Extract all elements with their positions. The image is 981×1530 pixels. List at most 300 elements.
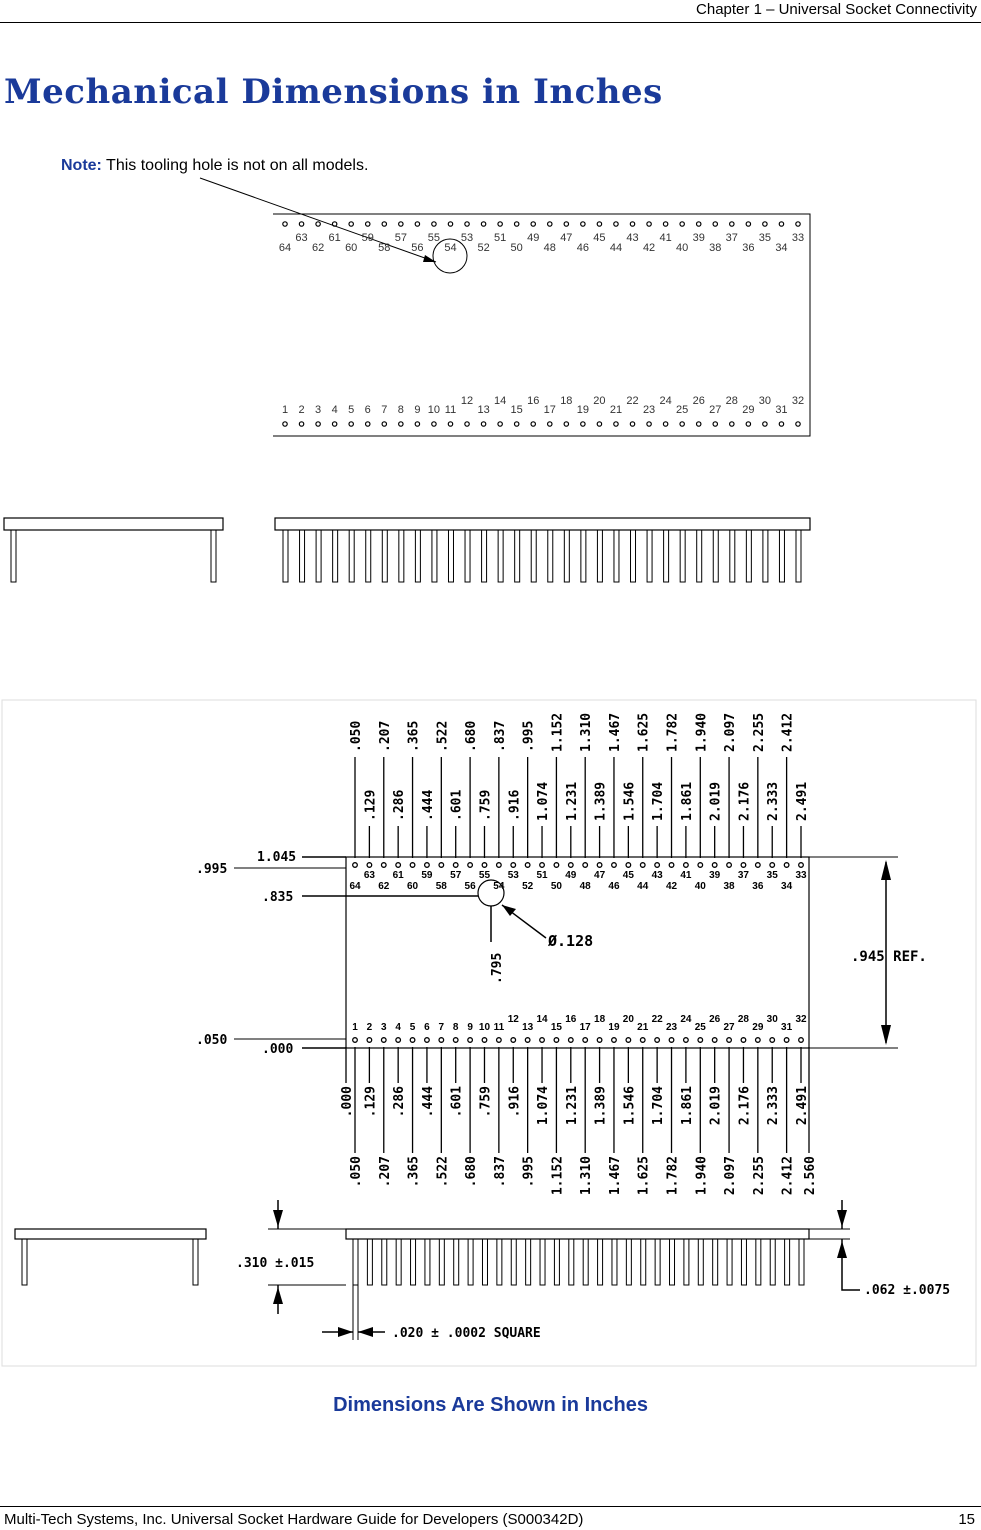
pin-number-bottom: 21 — [609, 404, 623, 416]
dim-top-a: 1.152 — [550, 712, 566, 752]
pin-number-top: 50 — [550, 881, 562, 892]
pin-dot — [425, 1038, 430, 1043]
dim-top-a: 1.940 — [694, 712, 710, 752]
pin-number-top: 62 — [378, 881, 390, 892]
pin-number-bottom: 2 — [366, 1022, 373, 1033]
figure-caption: Dimensions Are Shown in Inches — [333, 1394, 648, 1416]
dim-top-b: 1.704 — [651, 781, 667, 821]
pin-number-bottom: 18 — [560, 395, 573, 407]
pin-number-bottom: 7 — [438, 1022, 445, 1033]
dim-hole-diameter: Ø.128 — [548, 932, 594, 950]
pin-dot — [511, 1038, 516, 1043]
pin-number-top: 47 — [560, 232, 573, 244]
dim-top-a: 1.467 — [607, 712, 623, 752]
pin-dot — [583, 1038, 588, 1043]
pin-dot — [612, 863, 617, 868]
pin-dot — [353, 863, 358, 868]
pin-number-top: 52 — [477, 242, 490, 254]
dim-pin-square: .020 ± .0002 SQUARE — [392, 1326, 541, 1341]
dim-left-1045: 1.045 — [257, 850, 297, 865]
dim-top-a: 1.625 — [636, 712, 652, 752]
pin-dot — [482, 863, 487, 868]
pin-number-top: 45 — [593, 232, 606, 244]
pin-number-bottom: 15 — [550, 1022, 562, 1033]
pin-number-bottom: 9 — [414, 404, 421, 416]
side-pin — [526, 1239, 531, 1285]
pin-dot — [727, 1038, 732, 1043]
dim-bottom-a: 2.333 — [766, 1086, 782, 1126]
pin-number-bottom: 19 — [608, 1022, 620, 1033]
pin-number-top: 43 — [651, 870, 663, 881]
pin-number-top: 64 — [349, 881, 361, 892]
pin-dot — [540, 863, 545, 868]
pin-number-bottom: 30 — [766, 1014, 778, 1025]
side-pin — [367, 1239, 372, 1285]
pin-number-top: 41 — [680, 870, 692, 881]
pin-number-top: 60 — [406, 881, 419, 892]
pin-number-bottom: 11 — [444, 404, 457, 416]
pin-number-bottom: 27 — [723, 1022, 735, 1033]
pin-number-top: 64 — [278, 242, 292, 254]
pin-dot — [525, 863, 530, 868]
pin-number-top: 36 — [752, 881, 764, 892]
pin-number-bottom: 31 — [781, 1022, 793, 1033]
pin-number-top: 53 — [460, 232, 474, 244]
pin-dot — [554, 863, 559, 868]
dim-bottom-b: 1.310 — [579, 1156, 595, 1196]
pin-number-bottom: 6 — [424, 1022, 430, 1033]
pin-number-bottom: 17 — [543, 404, 556, 416]
side-pin — [713, 1239, 718, 1285]
pin-number-top: 44 — [637, 881, 649, 892]
pin-number-top: 57 — [450, 870, 462, 881]
chapter-title: Chapter 1 – Universal Socket Connectivity — [696, 1, 977, 18]
dim-left-000: .000 — [262, 1042, 294, 1057]
pin-dot — [756, 1038, 761, 1043]
pin-number-bottom: 25 — [694, 1022, 706, 1033]
pin-number-top: 34 — [781, 881, 793, 892]
pin-dot — [727, 863, 732, 868]
dim-bottom-b: .522 — [435, 1156, 451, 1188]
pin-dot — [698, 1038, 703, 1043]
dim-top-b: 2.019 — [708, 781, 724, 821]
pin-number-top: 56 — [411, 242, 424, 254]
pin-number-bottom: 12 — [460, 395, 474, 407]
pin-dot — [612, 1038, 617, 1043]
pin-number-top: 38 — [709, 242, 722, 254]
dim-bottom-b: 2.097 — [723, 1156, 739, 1196]
pin-dot — [468, 1038, 473, 1043]
dim-bottom-a: 2.019 — [708, 1086, 724, 1126]
pin-number-bottom: 18 — [594, 1014, 606, 1025]
pin-number-bottom: 19 — [576, 404, 589, 416]
pin-dot — [482, 1038, 487, 1043]
side-pin — [382, 1239, 387, 1285]
side-pin — [684, 1239, 689, 1285]
side-pin — [670, 1239, 675, 1285]
pin-number-top: 51 — [494, 232, 507, 244]
pin-number-top: 42 — [665, 881, 678, 892]
pin-number-bottom: 1 — [352, 1022, 358, 1033]
pin-number-top: 33 — [791, 232, 805, 244]
pin-number-bottom: 28 — [737, 1014, 750, 1025]
pin-number-bottom: 7 — [381, 404, 388, 416]
dim-top-a: .680 — [464, 720, 480, 752]
pin-number-bottom: 6 — [364, 404, 371, 416]
pin-number-bottom: 22 — [651, 1014, 663, 1025]
dim-bottom-b: 2.412 — [780, 1156, 796, 1196]
pin-number-top: 46 — [576, 242, 589, 254]
pin-dot — [741, 1038, 746, 1043]
pin-dot — [439, 1038, 444, 1043]
pin-dot — [381, 863, 386, 868]
dim-top-a: 2.097 — [723, 712, 739, 752]
dim-top-a: 2.255 — [751, 712, 767, 752]
pin-dot — [770, 1038, 775, 1043]
pin-number-bottom: 20 — [593, 395, 606, 407]
pin-dot — [784, 1038, 789, 1043]
pin-dot — [439, 863, 444, 868]
pin-number-top: 45 — [622, 870, 634, 881]
dim-top-a: .995 — [521, 720, 537, 752]
dim-bottom-b: 2.560 — [803, 1156, 818, 1196]
pin-number-top: 58 — [435, 881, 447, 892]
dim-pin-length: .310 ±.015 — [236, 1256, 315, 1271]
dim-top-b: .916 — [507, 789, 523, 821]
pin-number-top: 42 — [642, 242, 656, 254]
pin-number-bottom: 32 — [795, 1014, 807, 1025]
dim-top-a: .207 — [377, 720, 393, 752]
pin-number-top: 60 — [345, 242, 358, 254]
pin-number-bottom: 15 — [510, 404, 523, 416]
dim-top-b: 1.231 — [564, 781, 580, 821]
pin-number-bottom: 27 — [709, 404, 722, 416]
pin-dot — [597, 1038, 602, 1043]
dim-top-b: 1.389 — [593, 781, 609, 821]
side-pin — [785, 1239, 790, 1285]
dim-top-b: .286 — [392, 789, 408, 821]
pin-number-bottom: 16 — [565, 1014, 577, 1025]
pin-number-bottom: 20 — [622, 1014, 634, 1025]
dim-top-a: 2.412 — [780, 712, 796, 752]
pin-number-bottom: 23 — [665, 1022, 678, 1033]
pin-dot — [698, 863, 703, 868]
pin-number-bottom: 22 — [626, 395, 639, 407]
dim-bottom-a: 1.074 — [536, 1086, 552, 1126]
pin-number-bottom: 12 — [507, 1014, 519, 1025]
pin-dot — [597, 863, 602, 868]
side-pin — [583, 1239, 588, 1285]
dim-top-b: .444 — [420, 789, 436, 821]
pin-dot — [569, 1038, 574, 1043]
pin-number-bottom: 26 — [709, 1014, 721, 1025]
pin-number-top: 37 — [725, 232, 738, 244]
side-pin — [353, 1239, 358, 1285]
dim-top-a: 1.310 — [579, 712, 595, 752]
side-view-long-body-dim — [346, 1229, 809, 1239]
pin-dot — [799, 863, 804, 868]
page-title: Mechanical Dimensions in Inches — [4, 72, 663, 112]
pin-number-bottom: 8 — [397, 404, 404, 416]
pin-number-top: 43 — [626, 232, 639, 244]
pin-dot — [425, 863, 430, 868]
side-pin — [497, 1239, 502, 1285]
dim-top-a: 1.782 — [665, 712, 681, 752]
pin-number-bottom: 24 — [680, 1014, 692, 1025]
pin-dot — [410, 1038, 415, 1043]
pin-dot — [554, 1038, 559, 1043]
pin-number-bottom: 28 — [725, 395, 738, 407]
dim-bottom-a: 1.389 — [593, 1086, 609, 1126]
pin-dot — [396, 1038, 401, 1043]
side-view-short-body-dim — [15, 1229, 206, 1239]
dim-bottom-b: 1.940 — [694, 1156, 710, 1196]
pin-number-bottom: 5 — [348, 404, 355, 416]
side-pin — [511, 1239, 516, 1285]
pin-number-top: 38 — [723, 881, 735, 892]
dim-bottom-a: .129 — [363, 1086, 379, 1118]
side-pin — [554, 1239, 559, 1285]
dim-bottom-a: 1.231 — [564, 1086, 580, 1126]
pin-number-top: 39 — [692, 232, 705, 244]
dim-bottom-b: .365 — [406, 1156, 422, 1188]
dim-top-b: 2.491 — [795, 781, 810, 821]
pin-number-bottom: 4 — [395, 1022, 401, 1033]
pin-dot — [684, 1038, 689, 1043]
dim-height-ref: .945 REF. — [851, 949, 927, 965]
pin-number-top: 54 — [493, 881, 505, 892]
dim-bottom-b: .995 — [521, 1156, 537, 1188]
page-number: 15 — [958, 1511, 975, 1528]
pin-number-top: 59 — [421, 870, 433, 881]
pin-number-top: 63 — [363, 870, 375, 881]
dim-bottom-b: 2.255 — [751, 1156, 767, 1196]
pin-dot — [669, 1038, 674, 1043]
dim-board-thickness: .062 ±.0075 — [864, 1283, 951, 1298]
page-footer — [0, 1506, 981, 1530]
pin-number-top: 61 — [328, 232, 341, 244]
dim-left-835: .835 — [262, 890, 294, 905]
dim-bottom-a: .000 — [340, 1086, 355, 1118]
pin-number-top: 63 — [295, 232, 308, 244]
pin-dot — [569, 863, 574, 868]
pin-dot — [712, 1038, 717, 1043]
side-pin — [756, 1239, 761, 1285]
side-pin — [396, 1239, 401, 1285]
dim-bottom-b: 1.152 — [550, 1156, 566, 1196]
dim-top-b: .759 — [478, 789, 494, 821]
pin-number-bottom: 14 — [494, 395, 507, 407]
pin-dot — [712, 863, 717, 868]
pin-number-top: 35 — [758, 232, 772, 244]
pin-number-top: 62 — [311, 242, 325, 254]
pin-number-bottom: 9 — [467, 1022, 473, 1033]
pin-number-bottom: 2 — [298, 404, 305, 416]
side-pin — [598, 1239, 603, 1285]
side-pin — [411, 1239, 416, 1285]
pin-number-bottom: 5 — [409, 1022, 416, 1033]
pin-dot — [655, 863, 660, 868]
pin-dot — [497, 863, 502, 868]
dim-top-b: 1.074 — [536, 781, 552, 821]
pin-number-top: 55 — [427, 232, 441, 244]
dim-hole-x: .795 — [490, 952, 505, 984]
side-pin — [727, 1239, 732, 1285]
pin-dot — [353, 1038, 358, 1043]
pin-number-top: 40 — [676, 242, 689, 254]
pin-dot — [669, 863, 674, 868]
dim-bottom-b: 1.625 — [636, 1156, 652, 1196]
pin-number-bottom: 16 — [527, 395, 540, 407]
pin-number-bottom: 8 — [452, 1022, 459, 1033]
pin-dot — [626, 1038, 631, 1043]
dim-top-b: .129 — [363, 789, 379, 821]
side-pin — [612, 1239, 617, 1285]
pin-number-bottom: 30 — [758, 395, 772, 407]
pin-dot — [640, 1038, 645, 1043]
dim-bottom-a: .601 — [449, 1086, 465, 1118]
pin-number-bottom: 26 — [692, 395, 705, 407]
pin-number-top: 37 — [737, 870, 750, 881]
side-pin — [482, 1239, 487, 1285]
pin-number-top: 53 — [507, 870, 519, 881]
note-label: Note: — [61, 157, 102, 174]
side-pin — [741, 1239, 746, 1285]
dim-bottom-a: 1.704 — [651, 1086, 667, 1126]
pin-dot — [396, 863, 401, 868]
pin-dot — [453, 863, 458, 868]
dim-bottom-b: .050 — [349, 1156, 364, 1188]
pin-dot — [756, 863, 761, 868]
pin-number-top: 51 — [536, 870, 548, 881]
dim-top-b: 2.333 — [766, 781, 782, 821]
dim-top-b: 1.861 — [679, 781, 695, 821]
dim-bottom-a: 2.176 — [737, 1086, 753, 1126]
pin-number-bottom: 11 — [493, 1022, 505, 1033]
dim-left-050: .050 — [196, 1033, 228, 1048]
pin-number-bottom: 29 — [742, 404, 755, 416]
pin-number-bottom: 25 — [676, 404, 689, 416]
dim-bottom-a: 2.491 — [795, 1086, 810, 1126]
pin-dot — [583, 863, 588, 868]
pin-number-top: 36 — [742, 242, 755, 254]
pin-dot — [799, 1038, 804, 1043]
pin-dot — [497, 1038, 502, 1043]
pin-number-top: 56 — [464, 881, 476, 892]
pin-number-bottom: 24 — [659, 395, 672, 407]
side-pin — [468, 1239, 473, 1285]
pin-dot — [540, 1038, 545, 1043]
pin-number-bottom: 17 — [579, 1022, 591, 1033]
pin-dot — [367, 863, 372, 868]
dim-bottom-b: .680 — [464, 1156, 480, 1188]
pin-number-top: 52 — [522, 881, 534, 892]
pin-number-top: 55 — [478, 870, 491, 881]
pin-number-bottom: 10 — [427, 404, 441, 416]
dim-top-a: .837 — [492, 720, 508, 752]
pin-number-top: 44 — [609, 242, 623, 254]
dim-left-995: .995 — [196, 862, 228, 877]
pin-number-top: 61 — [392, 870, 404, 881]
dim-top-a: .522 — [435, 720, 451, 752]
side-pin — [799, 1239, 804, 1285]
dim-bottom-a: 1.861 — [679, 1086, 695, 1126]
dim-bottom-a: .286 — [392, 1086, 408, 1118]
pin-number-bottom: 23 — [642, 404, 656, 416]
dim-bottom-b: 1.467 — [607, 1156, 623, 1196]
pin-number-bottom: 3 — [315, 404, 322, 416]
pin-number-top: 33 — [795, 870, 807, 881]
pin-dot — [511, 863, 516, 868]
pin-number-bottom: 13 — [522, 1022, 534, 1033]
pin-number-top: 49 — [527, 232, 540, 244]
pin-number-top: 59 — [361, 232, 374, 244]
pin-number-bottom: 4 — [331, 404, 338, 416]
pin-number-top: 40 — [694, 881, 706, 892]
pin-number-top: 35 — [766, 870, 778, 881]
dim-top-a: .050 — [349, 720, 364, 752]
dim-bottom-b: .207 — [377, 1156, 393, 1188]
side-pin — [641, 1239, 646, 1285]
dim-top-a: .365 — [406, 720, 422, 752]
dim-bottom-b: .837 — [492, 1156, 508, 1188]
pin-number-top: 48 — [543, 242, 556, 254]
pin-number-bottom: 3 — [380, 1022, 387, 1033]
pin-number-bottom: 31 — [775, 404, 788, 416]
pin-dot — [784, 863, 789, 868]
pin-dot — [381, 1038, 386, 1043]
pin-dot — [468, 863, 473, 868]
side-pin — [698, 1239, 703, 1285]
pin-number-top: 54 — [444, 242, 457, 254]
pin-dot — [684, 863, 689, 868]
side-pin — [540, 1239, 545, 1285]
footer-doc-title: Multi-Tech Systems, Inc. Universal Socket Hardware Guide for Developers (S000342D) — [4, 1511, 584, 1528]
pin-dot — [453, 1038, 458, 1043]
pin-number-bottom: 21 — [637, 1022, 649, 1033]
pin-number-top: 41 — [659, 232, 672, 244]
pin-dot — [741, 863, 746, 868]
pin-number-bottom: 32 — [791, 395, 805, 407]
pin-dot — [770, 863, 775, 868]
pin-number-top: 39 — [709, 870, 721, 881]
pin-dot — [367, 1038, 372, 1043]
pin-dot — [410, 863, 415, 868]
side-pin — [425, 1239, 430, 1285]
pin-dot — [525, 1038, 530, 1043]
dim-top-b: 2.176 — [737, 781, 753, 821]
dim-bottom-a: .444 — [420, 1086, 436, 1118]
pin-number-top: 47 — [594, 870, 606, 881]
dim-bottom-b: 1.782 — [665, 1156, 681, 1196]
pin-number-bottom: 1 — [281, 404, 289, 416]
pin-number-top: 48 — [579, 881, 591, 892]
side-pin — [770, 1239, 775, 1285]
side-pin — [569, 1239, 574, 1285]
pin-dot — [640, 863, 645, 868]
side-pin — [454, 1239, 459, 1285]
pin-dot — [655, 1038, 660, 1043]
side-pin — [439, 1239, 444, 1285]
pin-number-top: 34 — [775, 242, 788, 254]
dim-bottom-a: .759 — [478, 1086, 494, 1118]
dim-top-b: .601 — [449, 789, 465, 821]
pin-number-bottom: 14 — [536, 1014, 548, 1025]
pin-number-bottom: 10 — [478, 1022, 491, 1033]
dim-bottom-a: 1.546 — [622, 1086, 638, 1126]
pin-number-top: 49 — [565, 870, 577, 881]
pin-number-top: 57 — [394, 232, 407, 244]
